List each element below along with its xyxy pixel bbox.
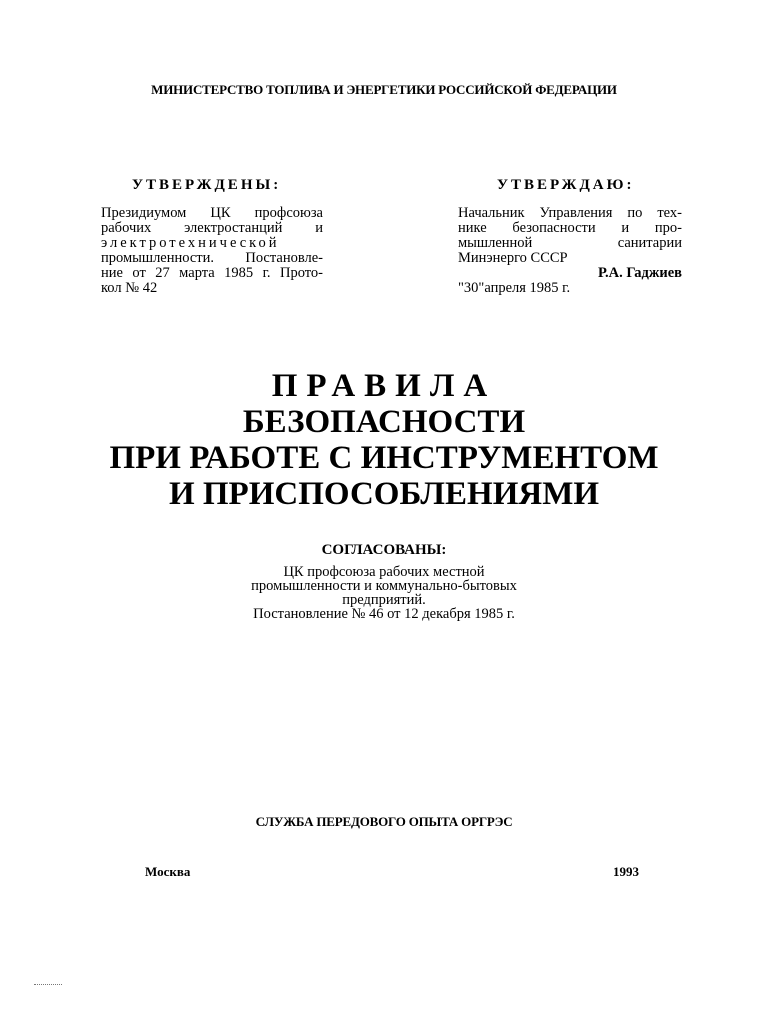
title-line: ПРАВИЛА — [271, 368, 497, 404]
approved-block — [101, 206, 323, 296]
agreed-block — [0, 565, 768, 621]
approve-line: мышленной санитарии — [458, 235, 682, 251]
agreed-header: СОГЛАСОВАНЫ: — [321, 542, 447, 558]
approved-line: промышленности. Постановле- — [101, 250, 323, 266]
approved-line: кол № 42 — [101, 280, 158, 296]
approved-line: электротехнической — [101, 235, 280, 251]
agreed-line: промышленности и коммунально-бытовых — [251, 578, 517, 594]
agreed-line: предприятий. — [342, 592, 426, 608]
approved-line: ние от 27 марта 1985 г. Прото- — [101, 265, 323, 281]
signatory: Р.А. Гаджиев — [597, 265, 682, 281]
publication-year: 1993 — [613, 864, 639, 879]
approve-line: Минэнерго СССР — [458, 250, 568, 266]
publication-city: Москва — [145, 864, 191, 879]
approve-line: Начальник Управления по тех- — [458, 205, 682, 221]
approved-header: УТВЕРЖДЕНЫ: — [132, 177, 282, 193]
approval-date: "30"апреля 1985 г. — [458, 280, 571, 296]
publisher-service: СЛУЖБА ПЕРЕДОВОГО ОПЫТА ОРГРЭС — [255, 814, 513, 829]
approve-line: нике безопасности и про- — [458, 220, 682, 236]
approved-line: Президиумом ЦК профсоюза — [101, 205, 323, 221]
approve-block — [458, 206, 682, 296]
agreed-line: Постановление № 46 от 12 декабря 1985 г. — [253, 606, 515, 622]
approved-line: рабочих электростанций и — [101, 220, 323, 236]
scan-mark — [34, 984, 62, 988]
agreed-line: ЦК профсоюза рабочих местной — [283, 564, 485, 580]
title-line: И ПРИСПОСОБЛЕНИЯМИ — [168, 476, 600, 512]
ministry-heading: МИНИСТЕРСТВО ТОПЛИВА И ЭНЕРГЕТИКИ РОССИЙСКОЙ ФЕДЕРАЦИИ — [151, 82, 617, 97]
document-title — [0, 368, 768, 512]
title-line: БЕЗОПАСНОСТИ — [242, 404, 526, 440]
approve-header: УТВЕРЖДАЮ: — [497, 177, 635, 193]
title-line: ПРИ РАБОТЕ С ИНСТРУМЕНТОМ — [109, 440, 659, 476]
